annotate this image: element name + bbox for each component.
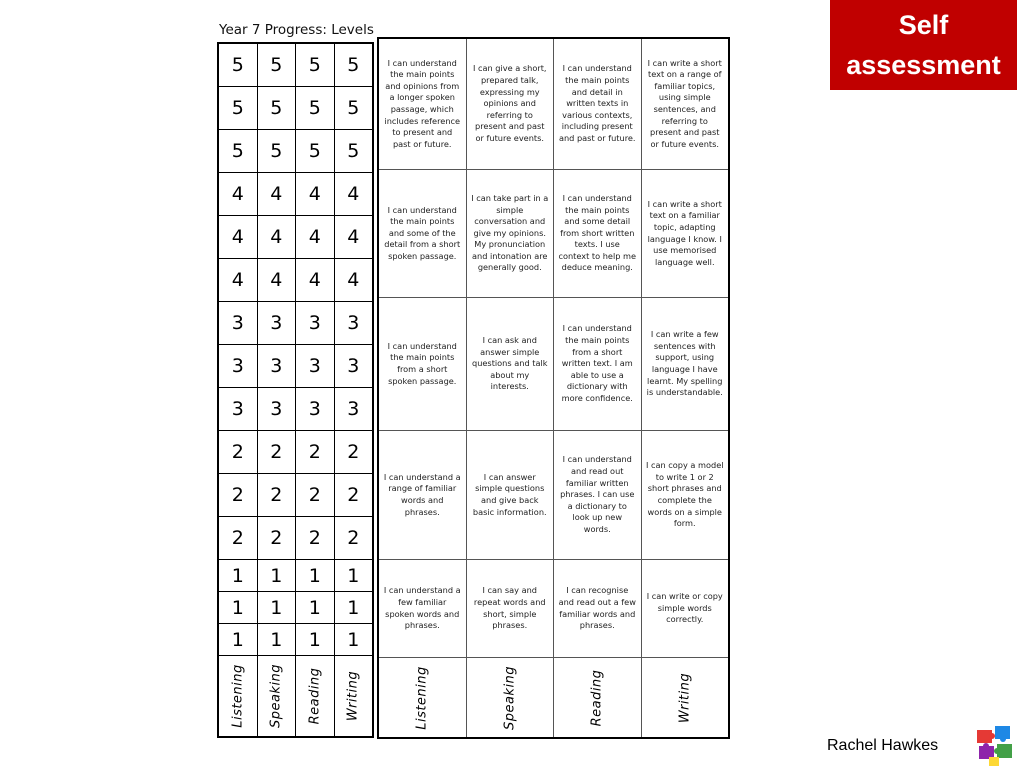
skill-label: Speaking (502, 665, 518, 730)
descriptor-cell: I can write a short text on a range of familiar topics, using simple sentences, and referring to present and past or future events. (642, 39, 729, 170)
skill-label-cell (296, 656, 335, 736)
descriptor-row (379, 560, 728, 658)
level-row (219, 259, 372, 302)
descriptor-cell: I can write a few sentences with support, using language I have learnt. My spelling is understandable. (642, 298, 729, 431)
level-row (219, 560, 372, 592)
skill-label: Writing (345, 670, 361, 722)
descriptor-cell: I can write or copy simple words correctly. (642, 560, 729, 658)
descriptor-cell: I can give a short, prepared talk, expressing my opinions and referring to present and past or future events. (467, 39, 555, 170)
level-cell: 1 (296, 560, 335, 592)
level-cell: 5 (258, 44, 297, 87)
level-cell: 3 (258, 388, 297, 431)
descriptor-cell: I can understand the main points and opinions from a longer spoken passage, which includes reference to present and past or future. (379, 39, 467, 170)
level-cell: 4 (296, 173, 335, 216)
level-cell: 1 (335, 592, 373, 624)
descriptor-cell: I can understand the main points and detail in written texts in various contexts, including present and past or future. (554, 39, 642, 170)
skill-label: Listening (230, 664, 246, 728)
level-cell: 4 (219, 259, 258, 302)
level-row (219, 345, 372, 388)
level-cell: 2 (335, 474, 373, 517)
skill-label: Speaking (268, 663, 284, 729)
author-name: Rachel Hawkes (827, 737, 939, 754)
level-row (219, 302, 372, 345)
level-row (219, 44, 372, 87)
skill-label-cell (258, 656, 297, 736)
level-cell: 2 (219, 474, 258, 517)
level-row (219, 130, 372, 173)
level-cell: 5 (335, 44, 373, 87)
descriptor-cell: I can ask and answer simple questions and talk about my interests. (467, 298, 555, 431)
level-cell: 3 (258, 345, 297, 388)
level-row (219, 216, 372, 259)
level-cell: 3 (219, 388, 258, 431)
level-cell: 3 (258, 302, 297, 345)
level-cell: 2 (258, 431, 297, 474)
descriptor-row (379, 431, 728, 560)
descriptor-cell: I can understand and read out familiar written phrases. I can use a dictionary to look up new words. (554, 431, 642, 560)
descriptor-cell: I can understand the main points and some of the detail from a short spoken passage. (379, 170, 467, 298)
descriptor-cell: I can write a short text on a familiar topic, adapting language I know. I use memorised language well. (642, 170, 729, 298)
descriptor-cell: I can understand a few familiar spoken words and phrases. (379, 560, 467, 658)
level-cell: 1 (258, 560, 297, 592)
level-row (219, 592, 372, 624)
descriptor-table (377, 37, 730, 739)
level-cell: 1 (258, 592, 297, 624)
level-cell: 5 (219, 130, 258, 173)
level-cell: 3 (219, 302, 258, 345)
level-cell: 5 (258, 87, 297, 130)
level-cell: 4 (258, 216, 297, 259)
descriptor-cell: I can understand the main points and some detail from short written texts. I use context to help me deduce meaning. (554, 170, 642, 298)
level-cell: 4 (296, 259, 335, 302)
level-cell: 2 (296, 474, 335, 517)
descriptor-cell: I can understand the main points from a short spoken passage. (379, 298, 467, 431)
skill-label-cell (335, 656, 373, 736)
skill-label: Reading (307, 667, 323, 725)
descriptor-row (379, 39, 728, 170)
level-cell: 2 (219, 431, 258, 474)
level-row (219, 87, 372, 130)
skill-label: Reading (589, 669, 605, 726)
descriptor-cell: I can understand a range of familiar words and phrases. (379, 431, 467, 560)
level-cell: 1 (335, 624, 373, 656)
level-cell: 5 (219, 87, 258, 130)
level-cell: 4 (335, 259, 373, 302)
descriptor-row (379, 170, 728, 298)
level-cell: 5 (258, 130, 297, 173)
slide-title: Self assessment (830, 0, 1017, 90)
level-cell: 1 (219, 624, 258, 656)
descriptor-cell: I can copy a model to write 1 or 2 short phrases and complete the words on a simple form. (642, 431, 729, 560)
level-cell: 5 (219, 44, 258, 87)
skill-label-cell (642, 658, 729, 737)
level-cell: 4 (258, 259, 297, 302)
levels-grid-title: Year 7 Progress: Levels (219, 22, 374, 38)
level-cell: 5 (296, 130, 335, 173)
level-row (219, 388, 372, 431)
skill-label: Writing (677, 672, 693, 723)
descriptor-cell: I can recognise and read out a few familiar words and phrases. (554, 560, 642, 658)
level-cell: 1 (335, 560, 373, 592)
level-cell: 1 (219, 560, 258, 592)
level-row (219, 517, 372, 560)
skill-label-cell (554, 658, 642, 737)
level-cell: 2 (258, 517, 297, 560)
levels-grid (217, 42, 374, 738)
level-cell: 3 (296, 345, 335, 388)
level-row (219, 474, 372, 517)
level-cell: 5 (335, 130, 373, 173)
descriptor-cell: I can answer simple questions and give back basic information. (467, 431, 555, 560)
descriptor-cell: I can take part in a simple conversation and give my opinions. My pronunciation and intonation are generally good. (467, 170, 555, 298)
level-cell: 3 (335, 388, 373, 431)
level-cell: 2 (219, 517, 258, 560)
level-row (219, 624, 372, 656)
level-cell: 1 (258, 624, 297, 656)
level-cell: 3 (335, 302, 373, 345)
level-row (219, 173, 372, 216)
descriptor-cell: I can say and repeat words and short, simple phrases. (467, 560, 555, 658)
level-cell: 1 (296, 592, 335, 624)
descriptor-cell: I can understand the main points from a short written text. I am able to use a dictionary with more confidence. (554, 298, 642, 431)
skill-label-cell (467, 658, 555, 737)
level-cell: 4 (219, 173, 258, 216)
level-cell: 3 (335, 345, 373, 388)
jigsaw-puzzle-icon (971, 720, 1019, 768)
level-cell: 5 (296, 44, 335, 87)
level-cell: 3 (296, 388, 335, 431)
level-cell: 2 (258, 474, 297, 517)
level-cell: 5 (296, 87, 335, 130)
level-cell: 5 (335, 87, 373, 130)
level-cell: 3 (296, 302, 335, 345)
skill-label-cell (219, 656, 258, 736)
level-cell: 1 (296, 624, 335, 656)
skill-label-cell (379, 658, 467, 737)
level-cell: 4 (258, 173, 297, 216)
skills-row (219, 656, 372, 736)
level-cell: 4 (296, 216, 335, 259)
level-cell: 4 (219, 216, 258, 259)
level-cell: 2 (335, 517, 373, 560)
descriptor-skills-row (379, 658, 728, 737)
level-cell: 2 (296, 517, 335, 560)
level-cell: 1 (219, 592, 258, 624)
skill-label: Listening (414, 665, 430, 730)
level-cell: 4 (335, 173, 373, 216)
level-cell: 4 (335, 216, 373, 259)
level-cell: 3 (219, 345, 258, 388)
descriptor-row (379, 298, 728, 431)
level-row (219, 431, 372, 474)
level-cell: 2 (296, 431, 335, 474)
level-cell: 2 (335, 431, 373, 474)
